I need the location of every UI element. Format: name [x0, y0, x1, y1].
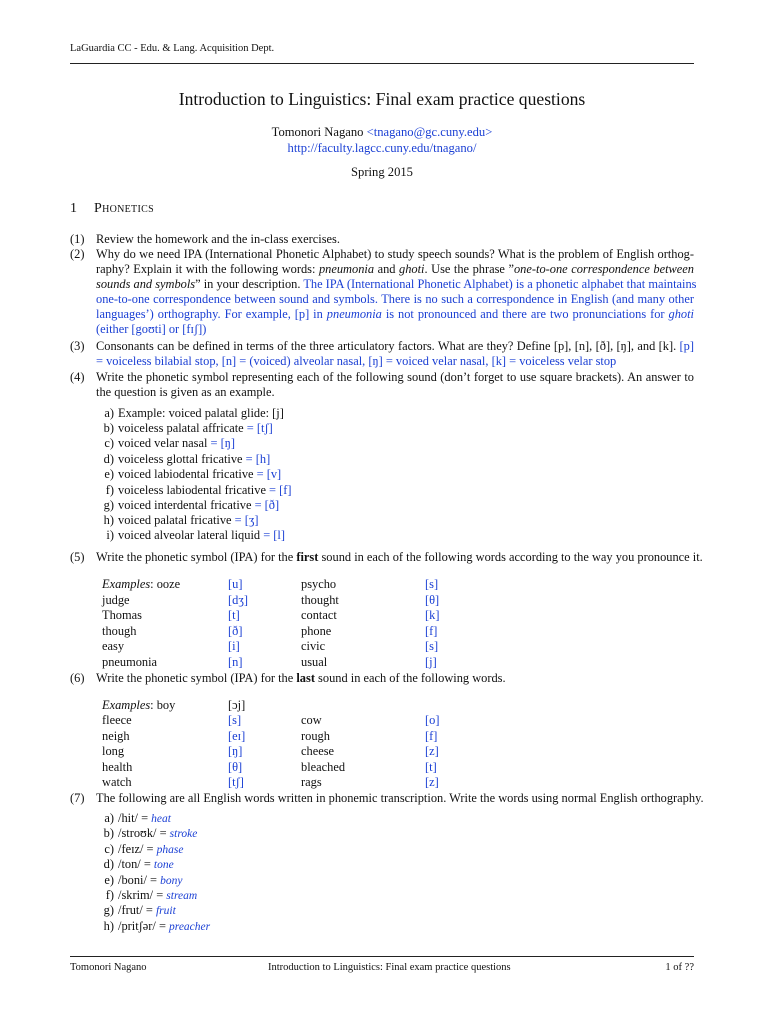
list-item: /stroʊk/ = stroke — [118, 826, 198, 840]
question-text: sounds and symbols” in your description. The IPA (International Phonetic Alphabet) is a phonetic alphabet that maintains — [96, 277, 697, 291]
table-cell-word: Thomas — [102, 608, 142, 622]
table-cell-word: judge — [102, 593, 130, 607]
table-cell-word: cow — [301, 713, 322, 727]
question-number: (3) — [70, 339, 85, 353]
table-cell-word: pneumonia — [102, 655, 158, 669]
table-cell-word: neigh — [102, 729, 130, 743]
table-cell-word: easy — [102, 639, 125, 653]
table-cell-symbol: [u] — [228, 577, 243, 591]
answer-text: one-to-one correspondence between sound and symbols. There is no such a correspondence in English (and many other — [96, 292, 694, 306]
item-letter: g) — [103, 903, 114, 917]
list-item: /boni/ = bony — [118, 873, 183, 887]
table-cell-symbol: [t] — [425, 760, 437, 774]
table-cell-symbol: [f] — [425, 729, 438, 743]
table-cell-word: though — [102, 624, 137, 638]
document-title: Introduction to Linguistics: Final exam practice questions — [178, 89, 586, 109]
question-number: (1) — [70, 232, 85, 246]
table-cell-symbol: [s] — [425, 639, 439, 653]
question-number: (6) — [70, 671, 85, 685]
table-cell-word: fleece — [102, 713, 132, 727]
item-letter: c) — [104, 436, 114, 450]
item-letter: h) — [103, 513, 114, 527]
list-item: /frut/ = fruit — [118, 903, 176, 917]
table-cell-symbol: [o] — [425, 713, 440, 727]
table-cell-symbol: [eɪ] — [228, 729, 246, 743]
table-cell-word: cheese — [301, 744, 335, 758]
list-item: voiced palatal fricative = [ʒ] — [118, 513, 259, 527]
table-cell-word: rags — [301, 775, 322, 789]
table-cell-word: thought — [301, 593, 339, 607]
footer-author: Tomonori Nagano — [70, 962, 147, 973]
question-text: Write the phonetic symbol (IPA) for the first sound in each of the following words according to the way you pronounce it. — [96, 550, 703, 564]
question-number: (7) — [70, 791, 85, 805]
author-name: Tomonori Nagano — [271, 125, 364, 139]
table-cell-symbol: [tʃ] — [228, 775, 244, 789]
table-cell-word: Examples: boy — [102, 698, 176, 712]
table-cell-symbol: [i] — [228, 639, 240, 653]
question-text: raphy? Explain it with the following words: pneumonia and ghoti. Use the phrase ”one-to-one correspondence between — [96, 262, 694, 276]
list-item: voiceless glottal fricative = [h] — [118, 452, 271, 466]
list-item: voiceless labiodental fricative = [f] — [118, 483, 292, 497]
item-letter: a) — [104, 406, 114, 420]
question-text: Why do we need IPA (International Phonetic Alphabet) to study speech sounds? What is the problem of English orthog- — [96, 247, 694, 261]
item-letter: e) — [104, 467, 114, 481]
question-number: (5) — [70, 550, 85, 564]
item-letter: g) — [103, 498, 114, 512]
question-text: the question is given as an example. — [96, 385, 275, 399]
table-cell-symbol: [f] — [425, 624, 438, 638]
list-item: Example: voiced palatal glide: [j] — [118, 406, 284, 420]
list-item: /skrim/ = stream — [118, 888, 198, 902]
item-letter: a) — [104, 811, 114, 825]
item-letter: f) — [105, 483, 114, 497]
item-letter: b) — [103, 826, 114, 840]
list-item: voiced labiodental fricative = [v] — [118, 467, 282, 481]
question-text: The following are all English words written in phonemic transcription. Write the words using normal English orthography. — [96, 791, 704, 805]
question-text: Consonants can be defined in terms of the three articulatory factors. What are they? Define [p], [n], [ð], [ŋ], and [k]. [p] — [96, 339, 694, 353]
table-cell-symbol: [ɔj] — [228, 698, 246, 712]
list-item: /pritʃər/ = preacher — [118, 919, 211, 933]
list-item: /feɪz/ = phase — [118, 842, 184, 856]
item-letter: c) — [104, 842, 114, 856]
item-letter: b) — [103, 421, 114, 435]
header-rule — [70, 63, 694, 64]
table-cell-symbol: [θ] — [228, 760, 243, 774]
item-letter: i) — [106, 528, 114, 542]
table-cell-symbol: [k] — [425, 608, 440, 622]
table-cell-symbol: [s] — [228, 713, 242, 727]
list-item: voiceless palatal affricate = [tʃ] — [118, 421, 273, 435]
footer-page-number: 1 of ?? — [665, 962, 694, 973]
table-cell-symbol: [dʒ] — [228, 593, 248, 607]
section-heading — [70, 201, 154, 217]
author-email-link[interactable]: <tnagano@gc.cuny.edu> — [366, 125, 493, 139]
question-number: (4) — [70, 370, 85, 384]
table-cell-word: psycho — [301, 577, 337, 591]
answer-text: (either [goʊti] or [fɪʃ]) — [96, 322, 207, 336]
table-cell-symbol: [s] — [425, 577, 439, 591]
table-cell-symbol: [t] — [228, 608, 240, 622]
list-item: /ton/ = tone — [118, 857, 174, 871]
table-cell-word: phone — [301, 624, 332, 638]
footer-title: Introduction to Linguistics: Final exam practice questions — [268, 962, 511, 973]
item-letter: f) — [105, 888, 114, 902]
section-title: Phonetics — [94, 201, 154, 216]
item-letter: d) — [103, 452, 114, 466]
table-cell-word: contact — [301, 608, 337, 622]
table-cell-word: health — [102, 760, 133, 774]
table-cell-word: Examples: ooze — [102, 577, 181, 591]
table-cell-symbol: [θ] — [425, 593, 440, 607]
question-text: Write the phonetic symbol (IPA) for the last sound in each of the following words. — [96, 671, 506, 685]
item-letter: e) — [104, 873, 114, 887]
question-number: (2) — [70, 247, 85, 261]
running-header: LaGuardia CC - Edu. & Lang. Acquisition Dept. — [70, 43, 275, 54]
author-line — [70, 125, 694, 140]
table-cell-symbol: [ŋ] — [228, 744, 243, 758]
author-url-link[interactable]: http://faculty.lagcc.cuny.edu/tnagano/ — [287, 141, 477, 155]
table-cell-word: usual — [301, 655, 328, 669]
table-cell-symbol: [j] — [425, 655, 437, 669]
answer-text: = voiceless bilabial stop, [n] = (voiced) alveolar nasal, [ŋ] = voiced velar nasal, [k] = voiceless velar stop — [96, 354, 617, 368]
table-cell-word: long — [102, 744, 125, 758]
table-cell-word: civic — [301, 639, 326, 653]
answer-text: languages’) orthography. For example, [p] in pneumonia is not pronounced and there are two pronunciations for ghoti — [96, 307, 694, 321]
item-letter: h) — [103, 919, 114, 933]
table-cell-symbol: [ð] — [228, 624, 243, 638]
list-item: voiced alveolar lateral liquid = [l] — [118, 528, 285, 542]
table-cell-word: watch — [102, 775, 132, 789]
table-cell-symbol: [z] — [425, 775, 439, 789]
table-cell-symbol: [n] — [228, 655, 243, 669]
table-cell-symbol: [z] — [425, 744, 439, 758]
list-item: voiced velar nasal = [ŋ] — [118, 436, 236, 450]
question-text: Review the homework and the in-class exercises. — [96, 232, 340, 246]
list-item: voiced interdental fricative = [ð] — [118, 498, 280, 512]
list-item: /hit/ = heat — [118, 811, 171, 825]
table-cell-word: bleached — [301, 760, 346, 774]
table-cell-word: rough — [301, 729, 330, 743]
section-number: 1 — [70, 201, 77, 216]
question-text: Write the phonetic symbol representing each of the following sound (don’t forget to use square brackets). An answer to — [96, 370, 694, 384]
item-letter: d) — [103, 857, 114, 871]
footer-rule — [70, 956, 694, 957]
term-date: Spring 2015 — [351, 165, 413, 179]
